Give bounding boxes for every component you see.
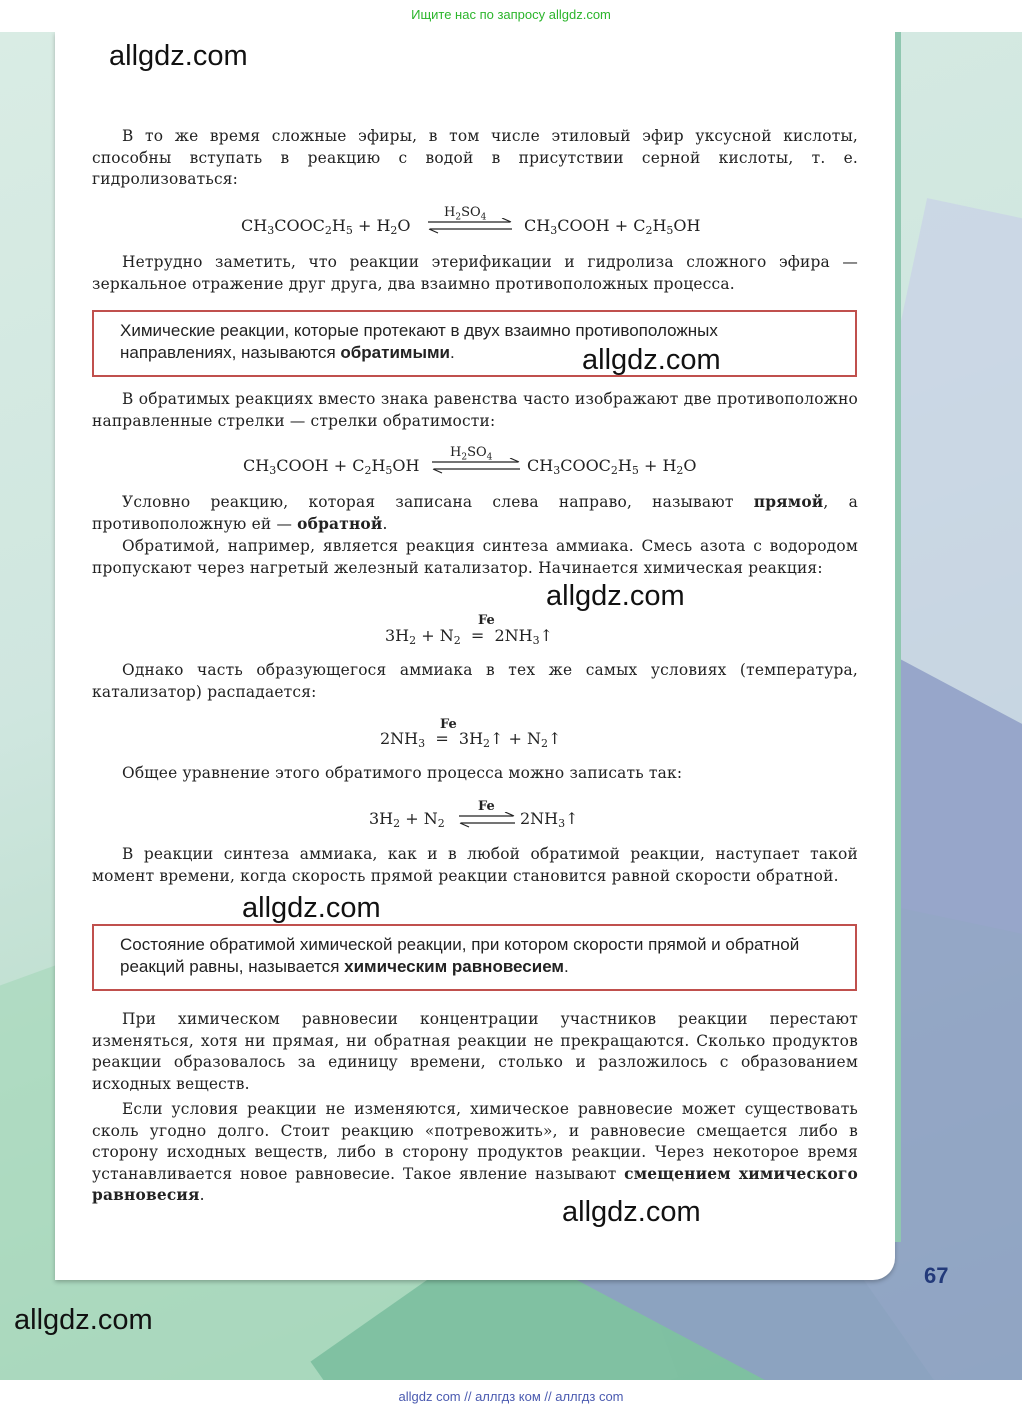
top-banner <box>0 0 1022 32</box>
equation-hydrolysis-left: $CH_3COOC_2H_5 + H_2O$ <box>241 216 411 237</box>
paragraph-text: Если условия реакции не изменяются, химическое равновесие может существовать сколь угодно долго. Стоит реакцию «потревожить», и равновесие смещается либо в сторону исходных веществ, либо в сторону продуктов реакции. Через некоторое время устанавливается новое равновесие. Такое явление называют <box>92 1100 858 1183</box>
page-number: 67 <box>924 1263 949 1288</box>
reversible-arrow-icon <box>457 812 517 828</box>
catalyst-label: $H_2SO_4$ <box>444 205 487 223</box>
term-reverse: обратной <box>297 514 383 533</box>
equation-ammonia-reversible-left: $3H_2 + N_2$ <box>369 809 445 830</box>
equation-ammonia-decomposition: $2NH_3$ = $3H_2↑$ + $N_2↑$ <box>380 729 562 750</box>
term-equilibrium-shift: смещением химического равновесия <box>92 1164 859 1205</box>
equation-hydrolysis-right: $CH_3COOH + C_2H_5OH$ <box>524 216 701 237</box>
catalyst-label: Fe <box>478 613 495 628</box>
catalyst-label: $H_2SO_4$ <box>450 445 493 463</box>
watermark: allgdz.com <box>546 580 685 612</box>
watermark: allgdz.com <box>109 40 248 72</box>
equation-ammonia-reversible-right: $2NH_3↑$ <box>520 809 579 830</box>
paragraph-arrows <box>92 389 858 432</box>
definition-text: Химические реакции, которые протекают в двух взаимно противоположных направлениях, называются <box>120 321 718 362</box>
definition-term: химическим равновесием <box>344 957 564 976</box>
paragraph-ammonia <box>92 536 858 579</box>
paragraph-text: При химическом равновесии концентрации участников реакции перестают изменяться, хотя ни прямая, ни обратная реакции не прекращаются. Сколько продуктов реакции образовалось за единицу времени, столько и разложилось с образованием исходных веществ. <box>92 1010 858 1093</box>
definition-text: Состояние обратимой химической реакции, при котором скорости прямой и обратной реакций равны, называется <box>120 935 800 976</box>
watermark: allgdz.com <box>14 1304 153 1336</box>
paragraph-shift: Если условия реакции не изменяются, химическое равновесие может существовать сколь угодно долго. Стоит реакцию «потревожить», и равновесие смещается либо в сторону исходных веществ, либо в сторону продуктов реакции. Через некоторое время устанавливается новое равновесие. Такое явление называют смещением химического равновесия. <box>92 1100 859 1205</box>
paragraph-decomposition <box>92 660 858 703</box>
paragraph-concentrations <box>92 1009 858 1095</box>
paragraph-equal-rates <box>92 844 858 887</box>
paragraph-text: В обратимых реакциях вместо знака равенства часто изображают две противоположно направленные стрелки — стрелки обратимости: <box>92 390 858 430</box>
definition-term: обратимыми <box>340 343 451 362</box>
watermark: allgdz.com <box>562 1196 701 1228</box>
paragraph-text: В то же время сложные эфиры, в том числе этиловый эфир уксусной кислоты, способны вступать в реакцию с водой в присутствии серной кислоты, т. е. гидролизоваться: <box>92 127 858 189</box>
paragraph-hydrolysis <box>92 126 858 191</box>
paragraph-mirror <box>92 252 858 295</box>
reversible-arrow-icon <box>426 218 514 234</box>
card-edge <box>895 32 901 1242</box>
bottom-strip <box>0 1380 1022 1415</box>
watermark: allgdz.com <box>242 892 381 924</box>
paragraph-direct-reverse: Условно реакцию, которая записана слева направо, называют прямой, а противоположную ей — обратной. <box>92 493 859 533</box>
paragraph-text: Общее уравнение этого обратимого процесса можно записать так: <box>122 764 683 782</box>
catalyst-label: Fe <box>478 799 495 814</box>
paragraph-text: Нетрудно заметить, что реакции этерификации и гидролиза сложного эфира — зеркальное отражение друг друга, два взаимно противоположных процесса. <box>92 253 858 293</box>
equation-esterification-left: $CH_3COOH + C_2H_5OH$ <box>243 456 420 477</box>
paragraph-text: Однако часть образующегося аммиака в тех же самых условиях (температура, катализатор) распадается: <box>92 661 858 701</box>
reversible-arrow-icon <box>430 458 522 474</box>
paragraph-text: Условно реакцию, которая записана слева направо, называют <box>122 493 734 511</box>
paragraph-text: Обратимой, например, является реакция синтеза аммиака. Смесь азота с водородом пропускают через нагретый железный катализатор. Начинается химическая реакция: <box>92 537 858 577</box>
equation-esterification-right: $CH_3COOC_2H_5 + H_2O$ <box>527 456 697 477</box>
paragraph-text: В реакции синтеза аммиака, как и в любой обратимой реакции, наступает такой момент времени, когда скорость прямой реакции становится равной скорости обратной. <box>92 845 858 885</box>
definition-box-reversible: Химические реакции, которые протекают в двух взаимно противоположных направлениях, называются обратимыми. <box>92 310 857 377</box>
catalyst-label: Fe <box>440 717 457 732</box>
paragraph-general <box>92 763 858 785</box>
paragraph-text: , а противоположную ей — <box>92 493 859 533</box>
term-direct: прямой <box>753 493 824 511</box>
bottom-strip-text: allgdz com // аллгдз ком // аллгдз com <box>398 1389 624 1404</box>
watermark: allgdz.com <box>582 344 721 376</box>
top-banner-text: Ищите нас по запросу allgdz.com <box>411 7 611 22</box>
definition-box-equilibrium: Состояние обратимой химической реакции, при котором скорости прямой и обратной реакций равны, называется химическим равновесием. <box>92 924 857 991</box>
equation-ammonia-synthesis: $3H_2 + N_2$ = $2NH_3↑$ <box>385 626 554 647</box>
